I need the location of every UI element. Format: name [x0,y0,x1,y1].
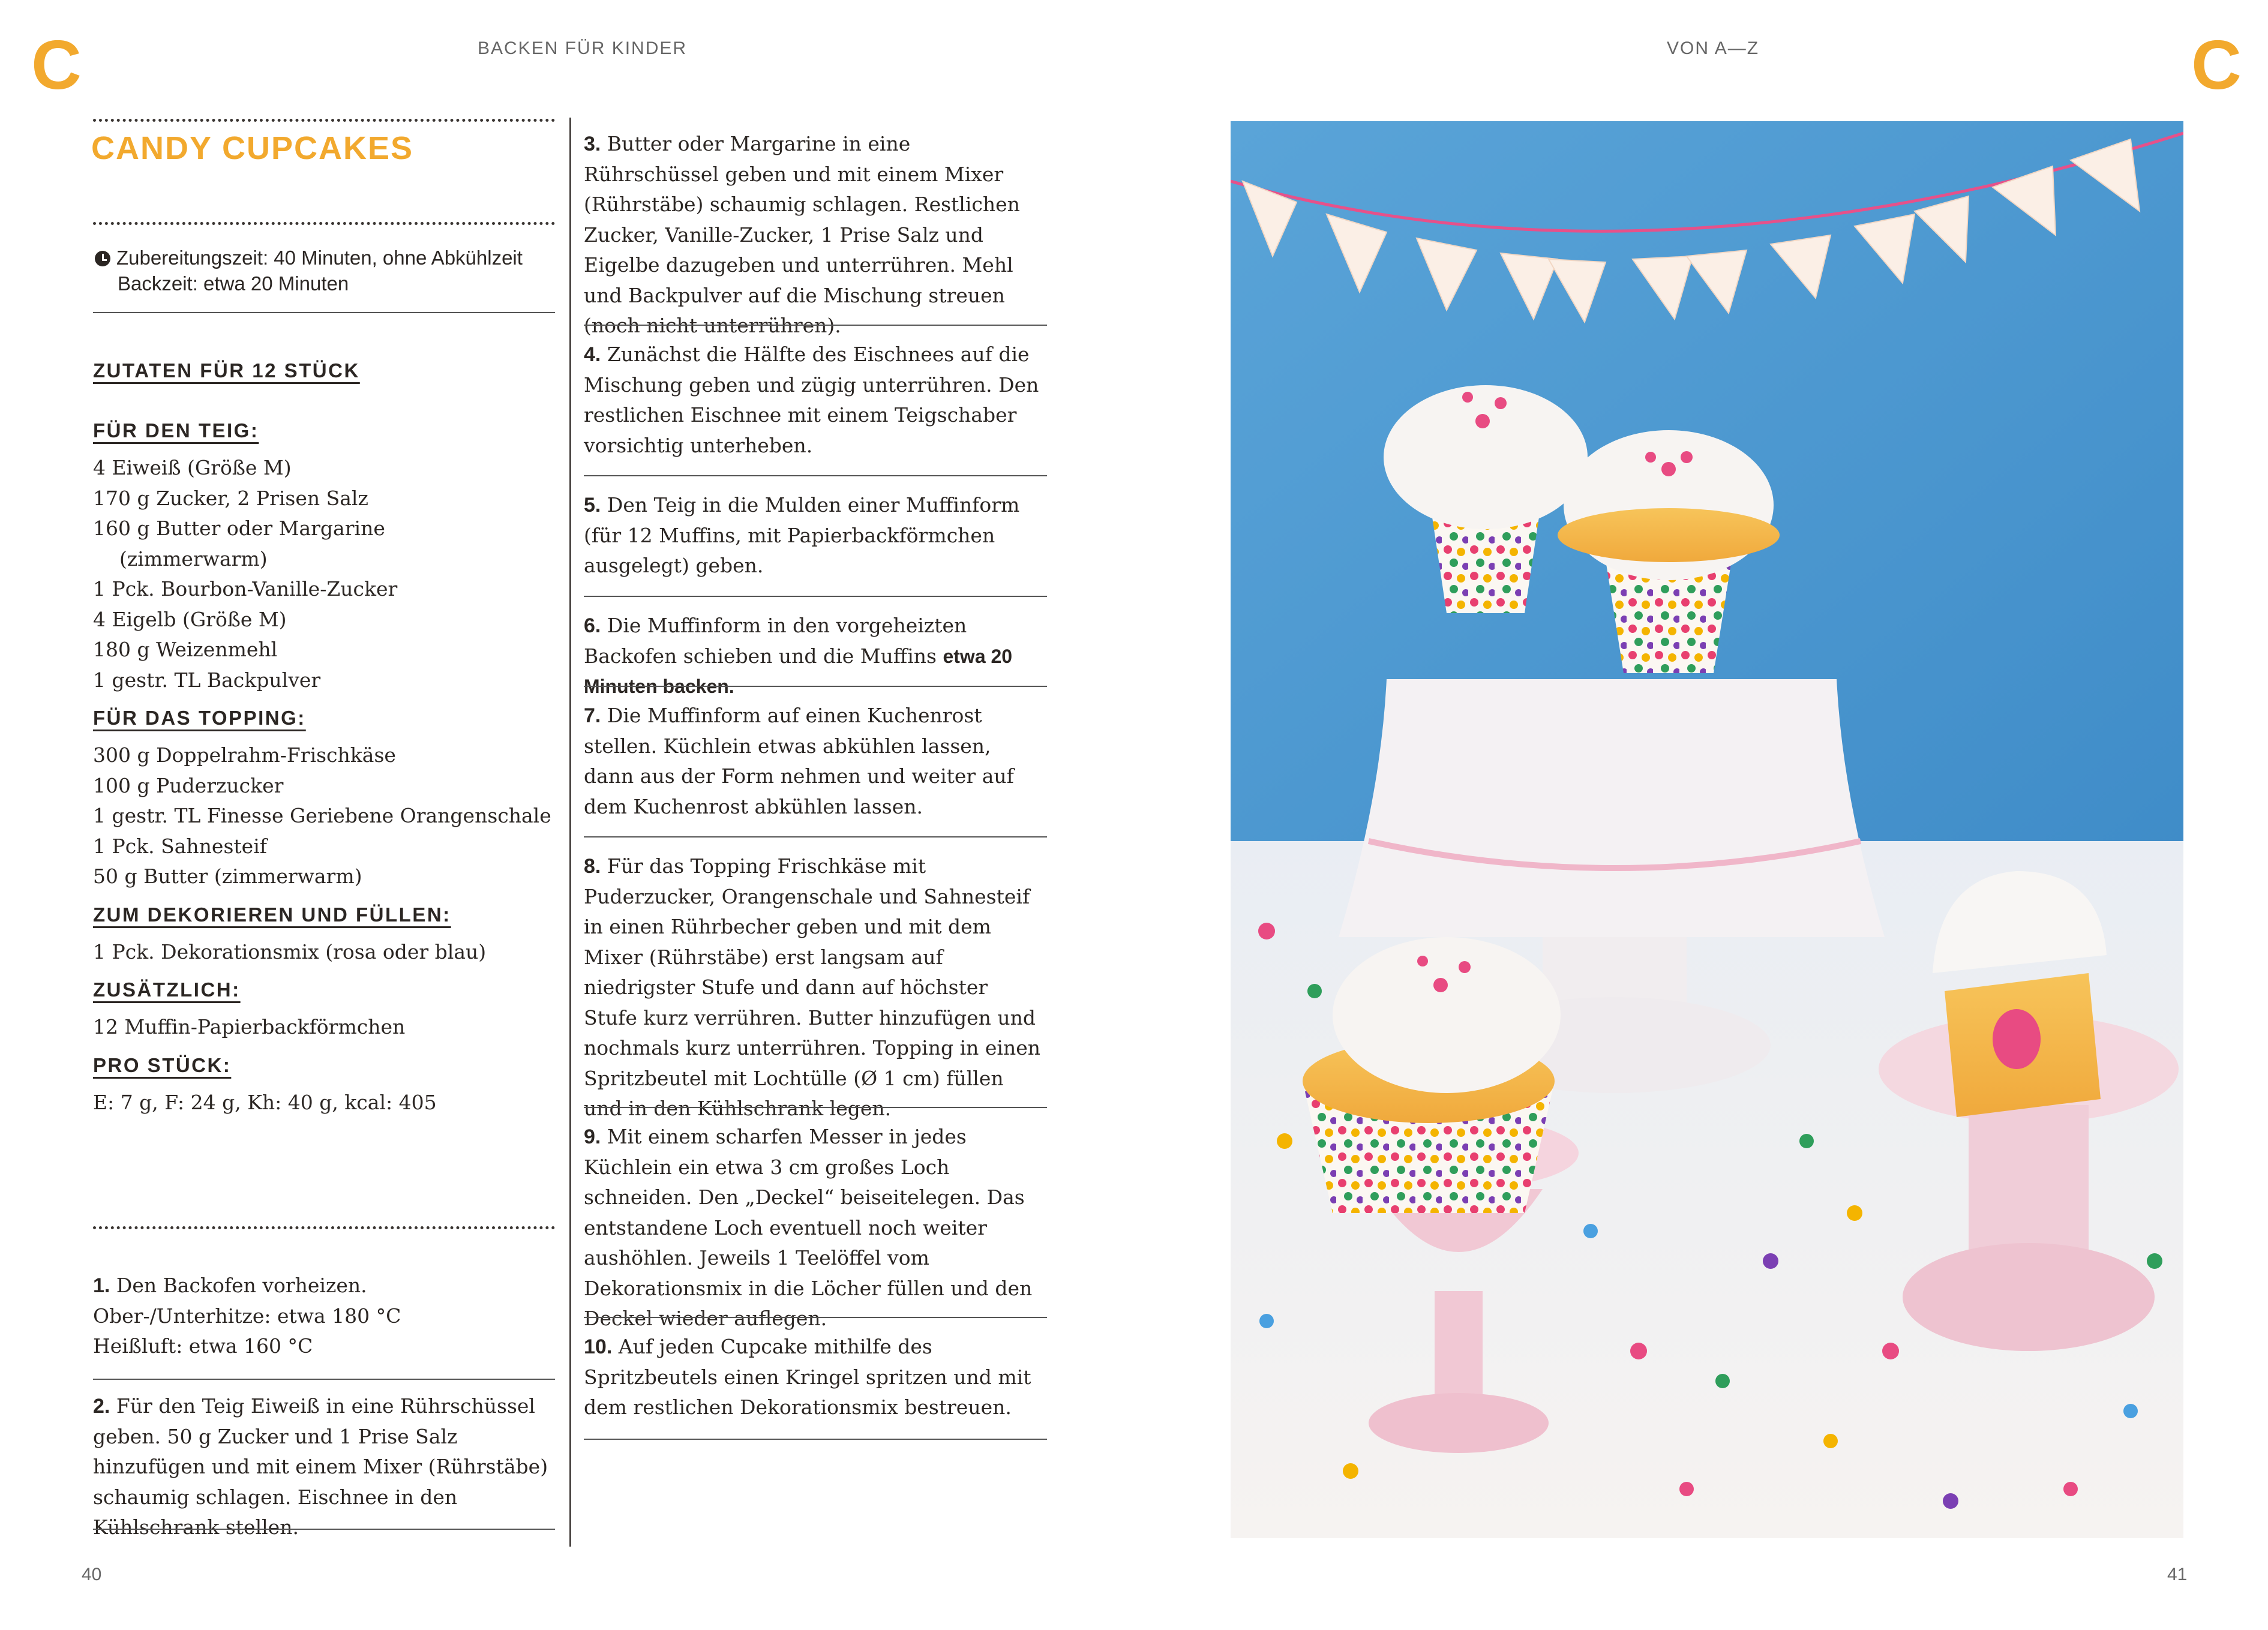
ingredient: 170 g Zucker, 2 Prisen Salz [93,486,368,510]
ingredient: 180 g Weizenmehl [93,638,278,661]
step-5 [584,490,1047,581]
step-text: Die Muffinform auf einen Kuchenrost stellen. Küchlein etwas abkühlen lassen, dann aus der Form nehmen und weiter auf dem Kuchenrost abkühlen lassen. [584,704,1014,818]
step-8 [584,851,1047,1124]
clock-icon [95,251,110,266]
nutrition [93,1088,561,1118]
chapter-letter-right: C [2191,26,2242,104]
running-head-left: BACKEN FÜR KINDER [478,38,688,58]
ingredient: 1 Pck. Dekorationsmix (rosa oder blau) [93,939,487,963]
step-3 [584,129,1047,341]
ingredients-column [93,359,561,1118]
step-text: Für das Topping Frischkäse mit Puderzucker, Orangenschale und Sahnesteif in einen Rührbecher geben und mit dem Mixer (Rührstäbe) erst langsam auf niedrigster Stufe und dann auf höchster Stufe kurz verrühren. Butter hinzufügen und nochmals kurz unterrühren. Topping in einen Spritzbeutel mit Lochtülle (Ø 1 cm) füllen und in den Kühlschrank legen. [584,854,1040,1120]
ingredient: 4 Eiweiß (Größe M) [93,456,292,479]
step-number: 3. [584,133,601,155]
ingredient: 1 Pck. Bourbon-Vanille-Zucker [93,577,398,601]
step-number: 8. [584,855,601,878]
section-heading: PRO STÜCK: [93,1053,232,1076]
step-number: 7. [584,704,601,727]
running-head-right: VON A—Z [1667,38,1760,58]
step-6 [584,611,1047,702]
divider [93,1529,555,1530]
ingredient: 100 g Puderzucker [93,773,284,797]
cupcakes-photo [1231,121,2183,1538]
step-emphasis: etwa 20 Minuten backen. [584,645,1013,697]
step-text: Ober-/Unterhitze: etwa 180 °C [93,1304,401,1328]
ingredient: 12 Muffin-Papierbackförmchen [93,1015,406,1038]
dotted-rule [93,1226,555,1229]
step-text: Auf jeden Cupcake mithilfe des Spritzbeutels einen Kringel spritzen und mit dem restlichen Dekorationsmix bestreuen. [584,1335,1031,1419]
section-heading: FÜR DEN TEIG: [93,419,259,442]
ingredient: 160 g Butter oder Margarine (zimmerwarm) [93,517,385,571]
step-number: 6. [584,614,601,637]
divider [584,1317,1047,1318]
ingredient: 50 g Butter (zimmerwarm) [93,864,362,888]
step-9 [584,1122,1047,1334]
divider [584,686,1047,687]
step-10 [584,1332,1047,1423]
nutrition-values: E: 7 g, F: 24 g, Kh: 40 g, kcal: 405 [93,1090,437,1114]
divider [584,475,1047,476]
step-number: 5. [584,494,601,517]
dotted-rule [93,222,555,225]
divider [584,1439,1047,1440]
chapter-letter-left: C [31,26,82,104]
prep-time: Zubereitungszeit: 40 Minuten, ohne Abkühlzeit [116,247,523,269]
step-number: 1. [93,1274,110,1297]
divider [93,312,555,313]
step-text: Für den Teig Eiweiß in eine Rührschüssel geben. 50 g Zucker und 1 Prise Salz hinzufügen und mit einem Mixer (Rührstäbe) schaumig schlagen. Eischnee in den Kühlschrank stellen. [93,1394,548,1539]
step-text: Den Teig in die Mulden einer Muffinform (für 12 Muffins, mit Papierbackförmchen ausgelegt) geben. [584,493,1020,577]
step-text: Zunächst die Hälfte des Eischnees auf die Mischung geben und zügig unterrühren. Den restlichen Eischnee mit einem Teigschaber vorsichtig unterheben. [584,343,1039,457]
time-info [95,245,557,296]
ingredient-list [93,453,561,695]
page-number-right: 41 [2167,1565,2188,1584]
step-number: 10. [584,1335,613,1358]
section-heading: ZUSÄTZLICH: [93,978,241,1001]
divider [584,596,1047,597]
ingredient: 1 Pck. Sahnesteif [93,834,267,858]
column-rule [569,118,571,1547]
divider [584,1107,1047,1108]
step-text: Mit einem scharfen Messer in jedes Küchlein ein etwa 3 cm großes Loch schneiden. Den „Deckel“ beiseitelegen. Das entstandene Loch eventuell noch weiter aushöhlen. Jeweils 1 Teelöffel vom Dekorationsmix in die Löcher füllen und den Deckel wieder auflegen. [584,1125,1033,1330]
yield-heading: ZUTATEN FÜR 12 STÜCK [93,359,360,382]
divider [584,836,1047,837]
step-text: Den Backofen vorheizen. [116,1274,367,1297]
step-text: Butter oder Margarine in eine Rührschüssel geben und mit einem Mixer (Rührstäbe) schaumig schlagen. Restlichen Zucker, Vanille-Zucker, 1 Prise Salz und Eigelbe dazugeben und unterrühren. Mehl und Backpulver auf die Mischung streuen (noch nicht unterrühren). [584,132,1020,337]
divider [93,1379,555,1380]
ingredient-list [93,740,561,892]
divider [584,325,1047,326]
step-2 [93,1391,555,1543]
page-number-left: 40 [82,1565,102,1584]
ingredient: 4 Eigelb (Größe M) [93,607,287,631]
ingredient: 300 g Doppelrahm-Frischkäse [93,743,396,767]
ingredient-list [93,1012,561,1043]
step-4 [584,340,1047,461]
dotted-rule [93,119,555,122]
step-text: Heißluft: etwa 160 °C [93,1334,313,1358]
step-number: 4. [584,343,601,366]
ingredient: 1 gestr. TL Backpulver [93,668,321,692]
section-heading: ZUM DEKORIEREN UND FÜLLEN: [93,903,451,926]
ingredient: 1 gestr. TL Finesse Geriebene Orangenschale [93,804,551,827]
ingredient-list [93,937,561,968]
section-heading: FÜR DAS TOPPING: [93,707,306,729]
step-1 [93,1271,555,1362]
step-number: 9. [584,1125,601,1148]
recipe-title: CANDY CUPCAKES [91,130,414,166]
bake-time: Backzeit: etwa 20 Minuten [118,272,349,295]
step-text: Die Muffinform in den vorgeheizten Backofen schieben und die Muffins [584,614,967,668]
step-number: 2. [93,1395,110,1418]
step-7 [584,701,1047,822]
